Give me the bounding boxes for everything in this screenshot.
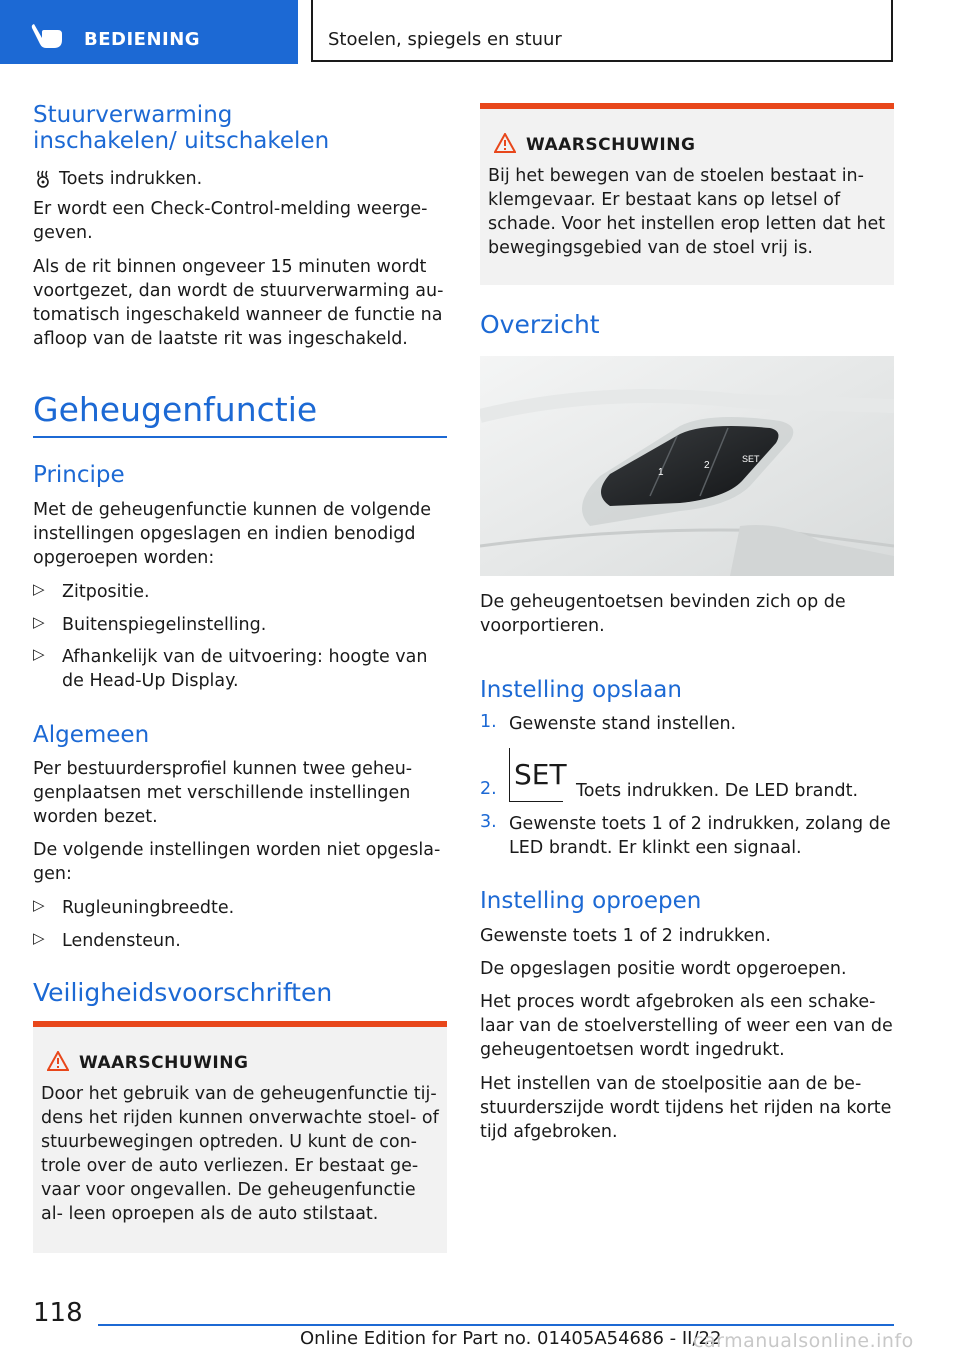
general-p1: Per bestuurdersprofiel kunnen twee geheu- genplaatsen met verschillende instellingen worden bezet.: [33, 759, 413, 827]
warning-title: WAARSCHUWING: [526, 135, 696, 155]
hand-pointer-icon: [28, 18, 68, 52]
warning-box: [33, 1021, 447, 1253]
memory-title: Geheugenfunctie: [33, 390, 318, 429]
triangle-bullet-icon: ▷: [33, 645, 45, 663]
general-title: Algemeen: [33, 722, 150, 748]
warning-text: Door het gebruik van de geheugenfunctie tij- dens het rijden kunnen onverwachte stoel- of stuurbewegingen optreden. U kunt de con- trole over de auto verliezen. Er bestaat ge- vaar voor ongevallen. De geheugenfunctie al- leen oproepen als de auto stilstaat.: [41, 1084, 439, 1224]
watermark: carmanualsonline.info: [693, 1330, 914, 1352]
memory-buttons-photo: [480, 356, 894, 576]
triangle-bullet-icon: ▷: [33, 580, 45, 598]
warning-box: [480, 103, 894, 285]
principle-title: Principe: [33, 462, 125, 488]
steering-heat-icon: [35, 170, 51, 188]
triangle-bullet-icon: ▷: [33, 896, 45, 914]
safety-title: Veiligheidsvoorschriften: [33, 978, 333, 1007]
section-label: BEDIENING: [84, 29, 201, 50]
heating-title: Stuurverwarming inschakelen/ uitschakelen: [33, 102, 330, 154]
heating-p1: Er wordt een Check-Control-melding weerge- geven.: [33, 199, 428, 243]
principle-text: Met de geheugenfunctie kunnen de volgende instellingen opgeslagen en indien benodigd opgeroepen worden:: [33, 500, 432, 568]
save-step: 2. SET Toets indrukken. De LED brandt.: [480, 748, 894, 804]
page-number: 118: [33, 1298, 83, 1328]
recall-p4: Het instellen van de stoelpositie aan de be- stuurderszijde wordt tijdens het rijden na korte tijd afgebroken.: [480, 1074, 892, 1142]
memory-button-1-label: 1: [658, 467, 664, 478]
triangle-bullet-icon: ▷: [33, 613, 45, 631]
header-section-tab: [0, 0, 298, 64]
triangle-bullet-icon: ▷: [33, 929, 45, 947]
general-p2: De volgende instellingen worden niet opgesla- gen:: [33, 840, 441, 884]
warning-triangle-icon: [47, 1051, 69, 1071]
recall-p1: Gewenste toets 1 of 2 indrukken.: [480, 926, 771, 946]
footer-rule: [98, 1324, 894, 1326]
warning-title: WAARSCHUWING: [79, 1053, 249, 1073]
recall-p3: Het proces wordt afgebroken als een schake- laar van de stoelverstelling of weer een van de geheugentoetsen wordt ingedrukt.: [480, 992, 893, 1060]
save-title: Instelling opslaan: [480, 677, 682, 703]
recall-p2: De opgeslagen positie wordt opgeroepen.: [480, 959, 847, 979]
recall-title: Instelling oproepen: [480, 888, 702, 914]
heating-step: Toets indrukken.: [59, 169, 203, 189]
overview-caption: De geheugentoetsen bevinden zich op de voorportieren.: [480, 592, 846, 636]
memory-button-2-label: 2: [704, 460, 710, 471]
overview-title: Overzicht: [480, 310, 600, 339]
memory-button-set-label: SET: [742, 454, 760, 464]
set-button-icon: SET: [509, 748, 563, 802]
heating-p2: Als de rit binnen ongeveer 15 minuten wordt voortgezet, dan wordt de stuurverwarming au- tomatisch ingeschakeld wanneer de functie na afloop van de laatste rit was ingeschakeld.: [33, 257, 444, 349]
warning-text: Bij het bewegen van de stoelen bestaat in- klemgevaar. Er bestaat kans op letsel of schade. Voor het instellen erop letten dat het bewegingsgebied van de stoel vrij is.: [488, 166, 886, 258]
chapter-label: Stoelen, spiegels en stuur: [328, 29, 562, 50]
warning-triangle-icon: [494, 133, 516, 153]
header-chapter: [311, 0, 893, 62]
title-rule: [33, 436, 447, 438]
edition-text: Online Edition for Part no. 01405A54686 - II/22: [300, 1328, 722, 1349]
